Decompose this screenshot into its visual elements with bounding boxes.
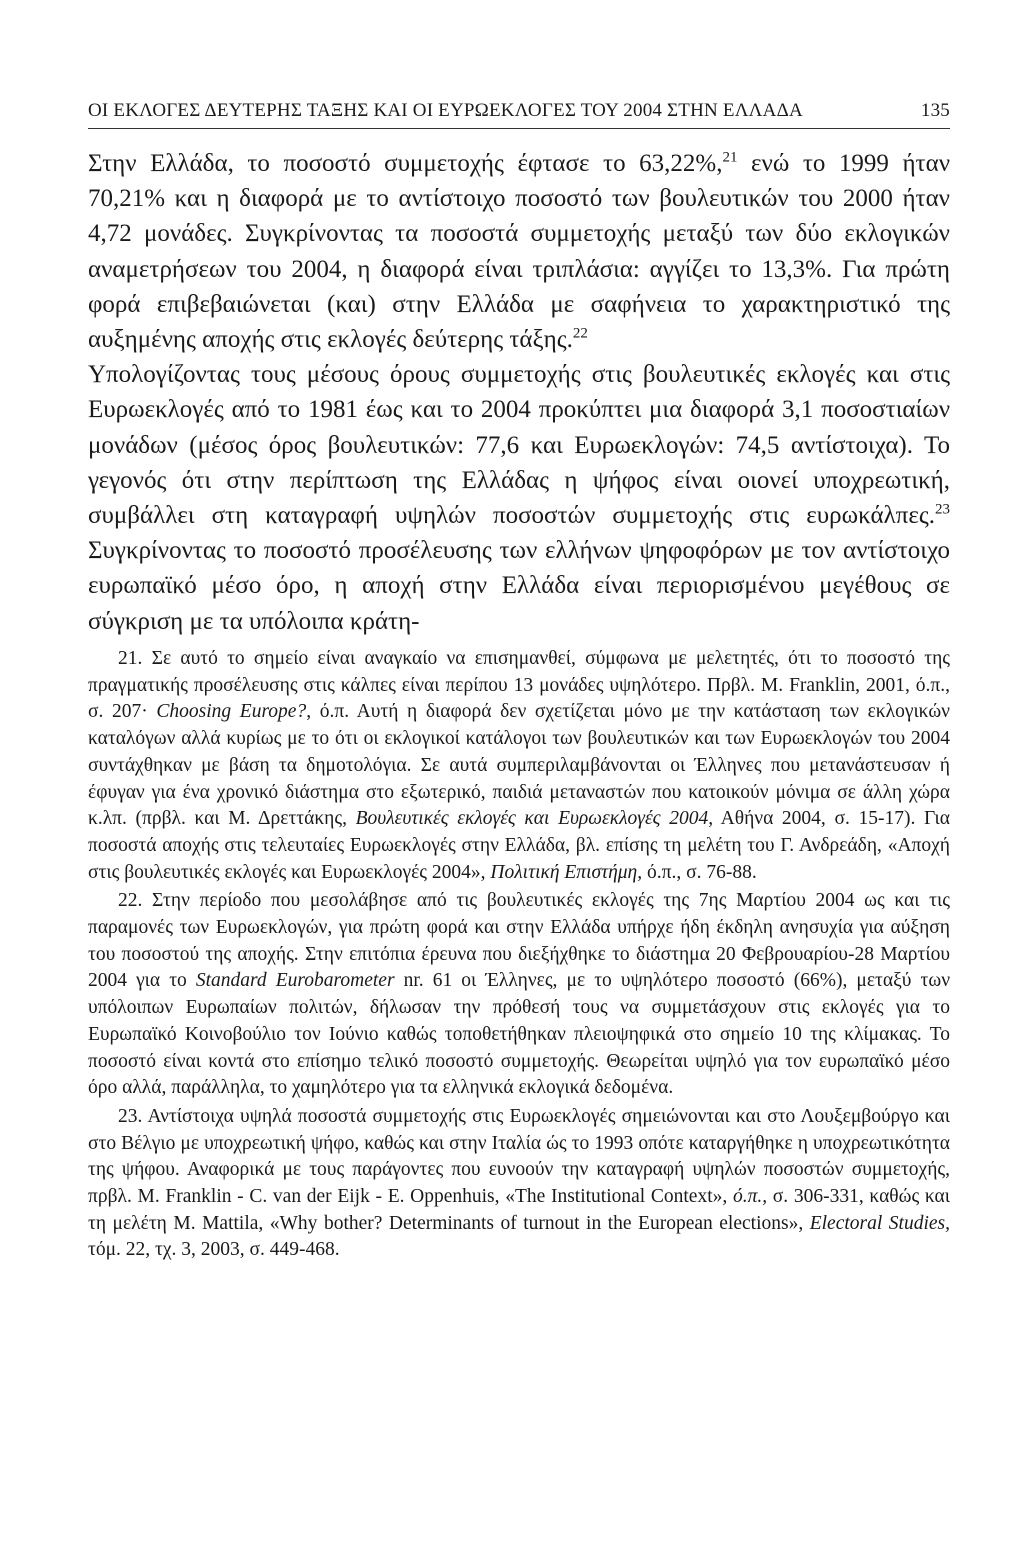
footnote-number: 23. [118,1105,143,1127]
footnote-ref-21: 21 [722,149,738,166]
text-run: ενώ το 1999 ήταν 70,21% και η διαφορά με το αντίστοιχο ποσοστό των βουλευτικών του 2000 ήταν 4,72 μονάδες. Συγκρίνοντας τα ποσοστά συμμετοχής μεταξύ των δύο εκλογικών αναμετρήσεων του 2004, η διαφορά είναι τριπλάσια: αγγίζει το 13,3%. Για πρώτη φορά επιβεβαιώνεται (και) στην Ελλάδα με σαφήνεια το χαρακτηριστικό της αυξημένης αποχής στις εκλογές δεύτερης τάξης. [88,150,951,354]
text-run: ό.π., σ. 76-88. [642,861,757,883]
footnote-22 [88,888,950,1102]
text-run: σ. 306-331, καθώς και τη μελέτη M. Mattila, «Why bother? Determinants of turnout in the European elections», [88,1186,950,1234]
main-text [88,146,950,639]
running-header [88,100,950,129]
paragraph-1 [88,146,950,357]
text-run: Συγκρίνοντας το ποσοστό προσέλευσης των ελλήνων ψηφοφόρων με τον αντίστοιχο ευρωπαϊκό μέσο όρο, η αποχή στην Ελλάδα είναι περιορισμένου μεγέθους σε σύγκριση με τα υπόλοιπα κράτη- [88,537,950,635]
italic-title: Electoral Studies, [809,1212,950,1234]
italic-text: ό.π., [732,1186,768,1208]
paragraph-2 [88,357,950,639]
footnote-ref-22: 22 [572,325,588,342]
italic-title: Πολιτική Επιστήμη, [490,861,643,883]
footnote-number: 22. [118,890,143,912]
italic-title: Βουλευτικές εκλογές και Ευρωεκλογές 2004, [355,808,714,830]
text-run: Αθήνα 2004, σ. 15-17). Για ποσοστά αποχής στις τελευταίες Ευρωεκλογές στην Ελλάδα, βλ. επίσης τη μελέτη του Γ. Ανδρεάδη, «Αποχή στις βουλευτικές εκλογές και Ευρωεκλογές 2004», [88,808,951,883]
text-run: , ό.π. Αυτή η διαφορά δεν σχετίζεται μόνο με την κατάσταση των εκλογικών καταλόγων αλλά κυρίως με το ότι οι εκλογικοί κατάλογοι των βουλευτικών και των Ευρωεκλογών του 2004 συντάχθηκαν με βάση τα δημοτολόγια. Σε αυτά συμπεριλαμβάνονται οι Έλληνες που μετανάστευσαν ή έφυγαν για ένα χρονικό διάστημα στο εξωτερικό, παιδιά μεταναστών που κατοικούν μόνιμα σε άλλη χώρα κ.λπ. (πρβλ. και Μ. Δρεττάκης, [88,701,950,830]
text-run: Στην περίοδο που μεσολάβησε από τις βουλευτικές εκλογές της 7ης Μαρτίου 2004 ως και τις παραμονές των Ευρωεκλογών, για πρώτη φορά και στην Ελλάδα υπήρχε ήδη έκδηλη ανησυχία για αύξηση του ποσοστού της αποχής. Στην επιτόπια έρευνα που διεξήχθηκε το διάστημα 20 Φεβρουαρίου-28 Μαρτίου 2004 για το [88,890,950,992]
text-run: τόμ. 22, τχ. 3, 2003, σ. 449-468. [88,1239,340,1261]
footnote-ref-23: 23 [935,501,950,518]
text-run: nr. 61 οι Έλληνες, με το υψηλότερο ποσοστό (66%), μεταξύ των υπόλοιπων Ευρωπαίων πολιτών, δήλωσαν την πρόθεσή τους να συμμετάσχουν στις εκλογές για το Ευρωπαϊκό Κοινοβούλιο τον Ιούνιο καθώς τοποθετήθηκαν πλειοψηφικά στο σημείο 10 της κλίμακας. Το ποσοστό είναι κοντά στο επίσημο τελικό ποσοστό συμμετοχής. Θεωρείται υψηλό για τον ευρωπαϊκό μέσο όρο αλλά, παράλληλα, το χαμηλότερο για τα ελληνικά εκλογικά δεδομένα. [88,970,951,1099]
text-run: Υπολογίζοντας τους μέσους όρους συμμετοχής στις βουλευτικές εκλογές και στις Ευρωεκλογές από το 1981 έως και το 2004 προκύπτει μια διαφορά 3,1 ποσοστιαίων μονάδων (μέσος όρος βουλευτικών: 77,6 και Ευρωεκλογών: 74,5 αντίστοιχα). Το γεγονός ότι στην περίπτωση της Ελλάδας η ψήφος είναι οιονεί υποχρεωτική, συμβάλλει στη καταγραφή υψηλών ποσοστών συμμετοχής στις ευρωκάλπες. [88,361,950,530]
footnote-number: 21. [118,648,143,669]
italic-title: Choosing Europe? [156,701,307,723]
text-run: Στην Ελλάδα, το ποσοστό συμμετοχής έφτασε το 63,22%, [88,150,723,177]
text-run: Αντίστοιχα υψηλά ποσοστά συμμετοχής στις Ευρωεκλογές σημειώνονται και στο Λουξεμβούργο και στο Βέλγιο με υποχρεωτική ψήφο, καθώς και στην Ιταλία ώς το 1993 οπότε καταργήθηκε η υποχρεωτικότητα της ψήφου. Αναφορικά με τους παράγοντες που ευνοούν την καταγραφή υψηλών ποσοστών συμμετοχής, πρβλ. M. Franklin - C. van der Eijk - E. Oppenhuis, «The Institutional Context», [88,1105,950,1208]
running-title: ΟΙ ΕΚΛΟΓΕΣ ΔΕΥΤΕΡΗΣ ΤΑΞΗΣ ΚΑΙ ΟΙ ΕΥΡΩΕΚΛΟΓΕΣ ΤΟΥ 2004 ΣΤΗΝ ΕΛΛΑΔΑ [88,100,803,121]
text-run: Σε αυτό το σημείο είναι αναγκαίο να επισημανθεί, σύμφωνα με μελετητές, ότι το ποσοστό της πραγματικής προσέλευσης στις κάλπες είναι περίπου 13 μονάδες υψηλότερο. Πρβλ. M. Franklin, 2001, ό.π., σ. 207· [88,648,950,723]
italic-title: Standard Eurobarometer [195,970,395,992]
footnotes [88,646,950,1266]
footnote-23 [88,1104,950,1264]
page-number: 135 [920,100,950,121]
footnote-21 [88,646,950,886]
